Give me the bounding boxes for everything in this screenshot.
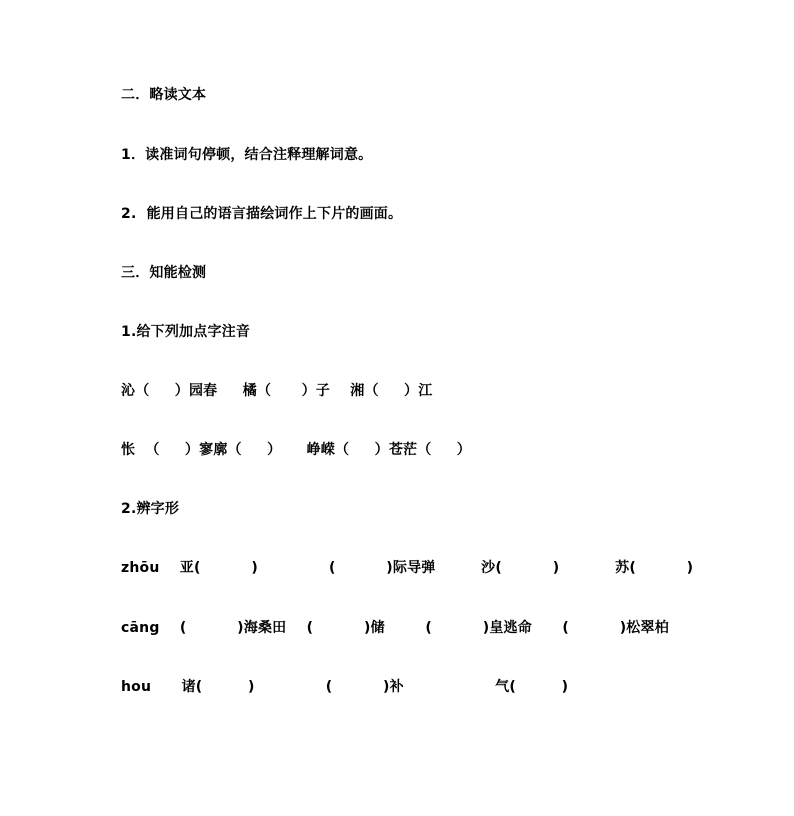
question-2-row-zhou: zhōu 亚( ) ( )际导弹 沙( ) 苏( ) xyxy=(121,560,694,576)
question-1-row-1: 沁（ ）园春 橘（ ）子 湘（ ）江 xyxy=(121,383,433,399)
objective-item-1: 1．读准词句停顿，结合注释理解词意。 xyxy=(121,147,373,163)
question-1-row-2: 怅 （ ）寥廓（ ） 峥嵘（ ）苍茫（ ） xyxy=(121,442,471,458)
section-heading-knowledge-check: 三．知能检测 xyxy=(121,265,207,281)
objective-item-2: 2. 能用自己的语言描绘词作上下片的画面。 xyxy=(121,206,403,222)
question-2-row-cang: cāng ( )海桑田 ( )储 ( )皇逃命 ( )松翠柏 xyxy=(121,620,669,636)
question-2-title: 2.辨字形 xyxy=(121,501,180,517)
question-1-title: 1.给下列加点字注音 xyxy=(121,324,251,340)
section-heading-skim-text: 二．略读文本 xyxy=(121,87,207,103)
question-2-row-hou: hou 诸( ) ( )补 气( ) xyxy=(121,679,569,695)
